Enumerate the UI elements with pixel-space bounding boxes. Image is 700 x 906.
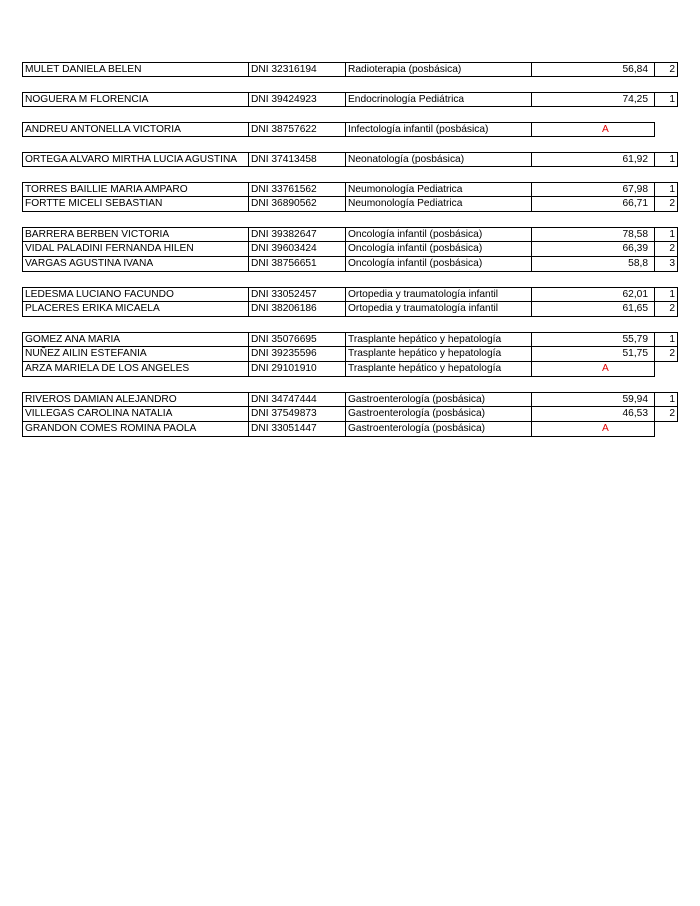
specialty-group [22,152,678,167]
candidate-specialty: Oncología infantil (posbásica) [346,227,532,242]
candidate-dni: DNI 39382647 [249,227,346,242]
candidate-score: 59,94 [532,392,655,407]
results-sheet [22,62,678,452]
candidate-name: GOMEZ ANA MARIA [22,332,249,347]
candidate-specialty: Oncología infantil (posbásica) [346,257,532,272]
candidate-name: BARRERA BERBEN VICTORIA [22,227,249,242]
candidate-specialty: Trasplante hepático y hepatología [346,332,532,347]
specialty-group [22,122,678,137]
candidate-specialty: Ortopedia y traumatología infantil [346,287,532,302]
candidate-name: NOGUERA M FLORENCIA [22,92,249,107]
candidate-name: ANDREU ANTONELLA VICTORIA [22,122,249,137]
specialty-group [22,62,678,77]
candidate-specialty: Oncología infantil (posbásica) [346,242,532,257]
candidate-dni: DNI 33051447 [249,422,346,437]
candidate-name: ORTEGA ALVARO MIRTHA LUCIA AGUSTINA [22,152,249,167]
table-row [22,62,678,77]
candidate-specialty: Neumonología Pediatrica [346,182,532,197]
absent-mark: A [532,422,655,437]
candidate-score: 55,79 [532,332,655,347]
candidate-dni: DNI 36890562 [249,197,346,212]
candidate-score: 66,71 [532,197,655,212]
candidate-dni: DNI 39603424 [249,242,346,257]
candidate-dni: DNI 39235596 [249,347,346,362]
table-row [22,242,678,257]
candidate-rank: 1 [655,392,678,407]
table-row [22,332,678,347]
candidate-score: 61,65 [532,302,655,317]
candidate-rank: 2 [655,407,678,422]
candidate-score: 56,84 [532,62,655,77]
table-row [22,392,678,407]
candidate-rank [655,122,678,137]
candidate-name: ARZA MARIELA DE LOS ANGELES [22,362,249,377]
candidate-specialty: Neumonología Pediatrica [346,197,532,212]
table-row [22,197,678,212]
candidate-rank: 1 [655,332,678,347]
candidate-specialty: Infectología infantil (posbásica) [346,122,532,137]
candidate-specialty: Radioterapia (posbásica) [346,62,532,77]
candidate-score: 74,25 [532,92,655,107]
candidate-dni: DNI 37549873 [249,407,346,422]
specialty-group [22,227,678,272]
candidate-score: 67,98 [532,182,655,197]
table-row [22,287,678,302]
table-row [22,362,678,377]
candidate-rank: 3 [655,257,678,272]
candidate-score: 58,8 [532,257,655,272]
candidate-score: 61,92 [532,152,655,167]
candidate-specialty: Gastroenterología (posbásica) [346,407,532,422]
specialty-group [22,287,678,317]
candidate-name: NUÑEZ AILIN ESTEFANIA [22,347,249,362]
candidate-score: 62,01 [532,287,655,302]
specialty-group [22,182,678,212]
candidate-score: 66,39 [532,242,655,257]
candidate-name: VARGAS AGUSTINA IVANA [22,257,249,272]
candidate-name: MULET DANIELA BELEN [22,62,249,77]
candidate-dni: DNI 38206186 [249,302,346,317]
candidate-name: GRANDON COMES ROMINA PAOLA [22,422,249,437]
candidate-specialty: Endocrinología Pediátrica [346,92,532,107]
candidate-dni: DNI 38757622 [249,122,346,137]
candidate-dni: DNI 32316194 [249,62,346,77]
table-row [22,347,678,362]
table-row [22,182,678,197]
absent-mark: A [532,122,655,137]
candidate-score: 46,53 [532,407,655,422]
candidate-rank [655,362,678,377]
candidate-specialty: Gastroenterología (posbásica) [346,392,532,407]
specialty-group [22,92,678,107]
candidate-rank: 1 [655,152,678,167]
candidate-name: VILLEGAS CAROLINA NATALIA [22,407,249,422]
candidate-score: 78,58 [532,227,655,242]
candidate-rank: 2 [655,347,678,362]
candidate-dni: DNI 34747444 [249,392,346,407]
candidate-name: RIVEROS DAMIAN ALEJANDRO [22,392,249,407]
candidate-name: TORRES BAILLIE MARIA AMPARO [22,182,249,197]
table-row [22,302,678,317]
candidate-specialty: Trasplante hepático y hepatología [346,362,532,377]
candidate-name: FORTTE MICELI SEBASTIAN [22,197,249,212]
candidate-score: 51,75 [532,347,655,362]
candidate-specialty: Gastroenterología (posbásica) [346,422,532,437]
candidate-dni: DNI 33761562 [249,182,346,197]
candidate-rank: 2 [655,302,678,317]
candidate-dni: DNI 33052457 [249,287,346,302]
candidate-rank: 2 [655,62,678,77]
specialty-group [22,392,678,437]
table-row [22,422,678,437]
candidate-rank: 1 [655,227,678,242]
candidate-rank: 1 [655,287,678,302]
candidate-specialty: Trasplante hepático y hepatología [346,347,532,362]
candidate-dni: DNI 38756651 [249,257,346,272]
candidate-dni: DNI 37413458 [249,152,346,167]
candidate-dni: DNI 29101910 [249,362,346,377]
candidate-rank: 2 [655,242,678,257]
candidate-rank: 2 [655,197,678,212]
candidate-name: LEDESMA LUCIANO FACUNDO [22,287,249,302]
candidate-rank: 1 [655,92,678,107]
table-row [22,122,678,137]
table-row [22,227,678,242]
candidate-specialty: Neonatología (posbásica) [346,152,532,167]
specialty-group [22,332,678,377]
table-row [22,407,678,422]
candidate-dni: DNI 39424923 [249,92,346,107]
candidate-rank [655,422,678,437]
table-row [22,152,678,167]
candidate-dni: DNI 35076695 [249,332,346,347]
candidate-rank: 1 [655,182,678,197]
candidate-name: PLACERES ERIKA MICAELA [22,302,249,317]
table-row [22,257,678,272]
candidate-name: VIDAL PALADINI FERNANDA HILEN [22,242,249,257]
table-row [22,92,678,107]
absent-mark: A [532,362,655,377]
candidate-specialty: Ortopedia y traumatología infantil [346,302,532,317]
